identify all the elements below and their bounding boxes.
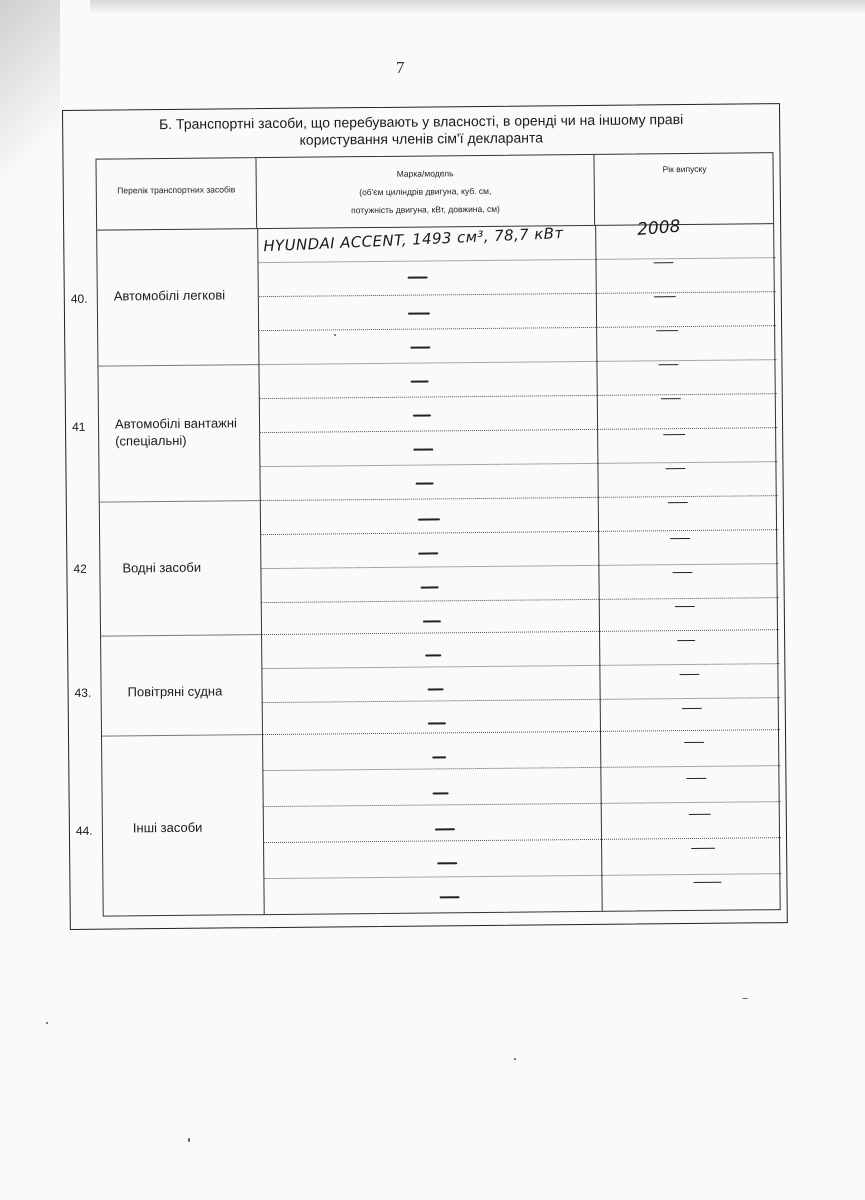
row-line bbox=[260, 495, 778, 501]
empty-mark bbox=[410, 346, 430, 348]
group-label: Повітряні судна bbox=[127, 683, 223, 700]
section-title-line1: Б. Транспортні засоби, що перебувають у власності, в оренді чи на іншому праві bbox=[158, 111, 684, 133]
empty-mark bbox=[668, 502, 688, 503]
empty-mark bbox=[693, 882, 721, 884]
vehicle-model-entry: HYUNDAI ACCENT, 1493 см³, 78,7 кВт bbox=[263, 223, 564, 256]
empty-mark bbox=[428, 722, 446, 724]
empty-mark bbox=[684, 742, 704, 743]
group-label: Інші засоби bbox=[132, 819, 203, 836]
scan-speck bbox=[46, 1022, 48, 1024]
group-label: Водні засоби bbox=[122, 559, 202, 576]
empty-mark bbox=[654, 296, 676, 297]
group-number: 44. bbox=[75, 823, 93, 838]
row-line bbox=[262, 765, 780, 771]
row-line bbox=[261, 663, 779, 669]
row-line bbox=[263, 801, 781, 807]
empty-mark bbox=[408, 276, 428, 278]
group-label-line1: Автомобілі вантажні bbox=[114, 415, 237, 432]
declaration-section-frame bbox=[62, 103, 788, 930]
empty-mark bbox=[432, 756, 446, 758]
row-line bbox=[257, 257, 775, 263]
group-label-line2: (спеціальні) bbox=[115, 432, 187, 449]
header-model bbox=[256, 155, 595, 228]
empty-mark bbox=[411, 380, 429, 382]
empty-mark bbox=[437, 862, 457, 864]
group-label bbox=[115, 414, 237, 449]
row-line bbox=[262, 697, 780, 703]
header-model-line3: потужність двигуна, кВт, довжина, см) bbox=[351, 203, 500, 216]
empty-mark bbox=[672, 572, 692, 573]
row-line bbox=[260, 529, 778, 535]
vehicles-table bbox=[70, 152, 780, 916]
row-line bbox=[259, 393, 777, 399]
empty-mark bbox=[663, 434, 685, 435]
scan-speck bbox=[742, 998, 748, 999]
empty-mark bbox=[408, 312, 430, 314]
empty-mark bbox=[661, 398, 681, 399]
empty-mark bbox=[440, 896, 460, 898]
row-line bbox=[261, 629, 779, 635]
header-list: Перелік транспортних засобів bbox=[96, 158, 257, 230]
empty-mark bbox=[682, 708, 702, 709]
empty-mark bbox=[418, 518, 440, 520]
empty-mark bbox=[656, 330, 678, 331]
empty-mark bbox=[658, 364, 678, 365]
empty-mark bbox=[679, 674, 699, 675]
header-model-line1: Марка/модель bbox=[396, 168, 454, 179]
group-cars bbox=[70, 228, 258, 366]
row-line bbox=[262, 729, 780, 735]
empty-mark bbox=[413, 414, 431, 416]
group-water bbox=[73, 500, 261, 636]
empty-mark bbox=[425, 654, 441, 656]
page-number: 7 bbox=[396, 58, 405, 77]
empty-mark bbox=[433, 792, 449, 794]
header-year: Рік випуску bbox=[662, 163, 707, 175]
section-title-line2: користування членів сім'ї декларанта bbox=[299, 129, 544, 148]
row-line bbox=[263, 873, 781, 879]
scan-speck bbox=[188, 1138, 190, 1142]
empty-mark bbox=[665, 468, 685, 469]
empty-mark bbox=[675, 606, 695, 607]
vehicle-year-entry: 2008 bbox=[636, 216, 682, 240]
empty-mark bbox=[418, 552, 438, 554]
group-trucks bbox=[71, 364, 259, 502]
header-model-line2: (об'єм циліндрів двигуна, куб. см, bbox=[359, 185, 492, 198]
scan-edge bbox=[90, 0, 865, 14]
group-number: 42 bbox=[73, 561, 87, 576]
scan-speck bbox=[514, 1058, 516, 1060]
group-other bbox=[75, 734, 264, 918]
group-label: Автомобілі легкові bbox=[113, 287, 226, 304]
group-aircraft bbox=[74, 634, 262, 736]
row-line bbox=[259, 427, 777, 433]
group-number: 43. bbox=[74, 685, 92, 700]
empty-mark bbox=[416, 482, 434, 484]
empty-mark bbox=[653, 262, 673, 263]
row-line bbox=[260, 563, 778, 569]
row-line bbox=[258, 291, 776, 297]
empty-mark bbox=[435, 828, 455, 830]
scan-speck bbox=[334, 334, 336, 336]
section-title bbox=[63, 110, 779, 151]
row-line bbox=[258, 359, 776, 365]
empty-mark bbox=[421, 586, 439, 588]
empty-mark bbox=[670, 538, 690, 539]
row-line bbox=[261, 597, 779, 603]
row-line bbox=[259, 461, 777, 467]
scan-shadow bbox=[0, 0, 60, 200]
empty-mark bbox=[677, 640, 695, 641]
group-number: 41 bbox=[71, 419, 86, 434]
empty-mark bbox=[691, 848, 715, 850]
empty-mark bbox=[423, 620, 441, 622]
empty-mark bbox=[413, 448, 433, 450]
empty-mark bbox=[689, 814, 711, 816]
empty-mark bbox=[686, 778, 706, 779]
row-line bbox=[258, 325, 776, 331]
row-line bbox=[263, 837, 781, 843]
empty-mark bbox=[428, 688, 444, 690]
group-number: 40. bbox=[70, 291, 88, 306]
